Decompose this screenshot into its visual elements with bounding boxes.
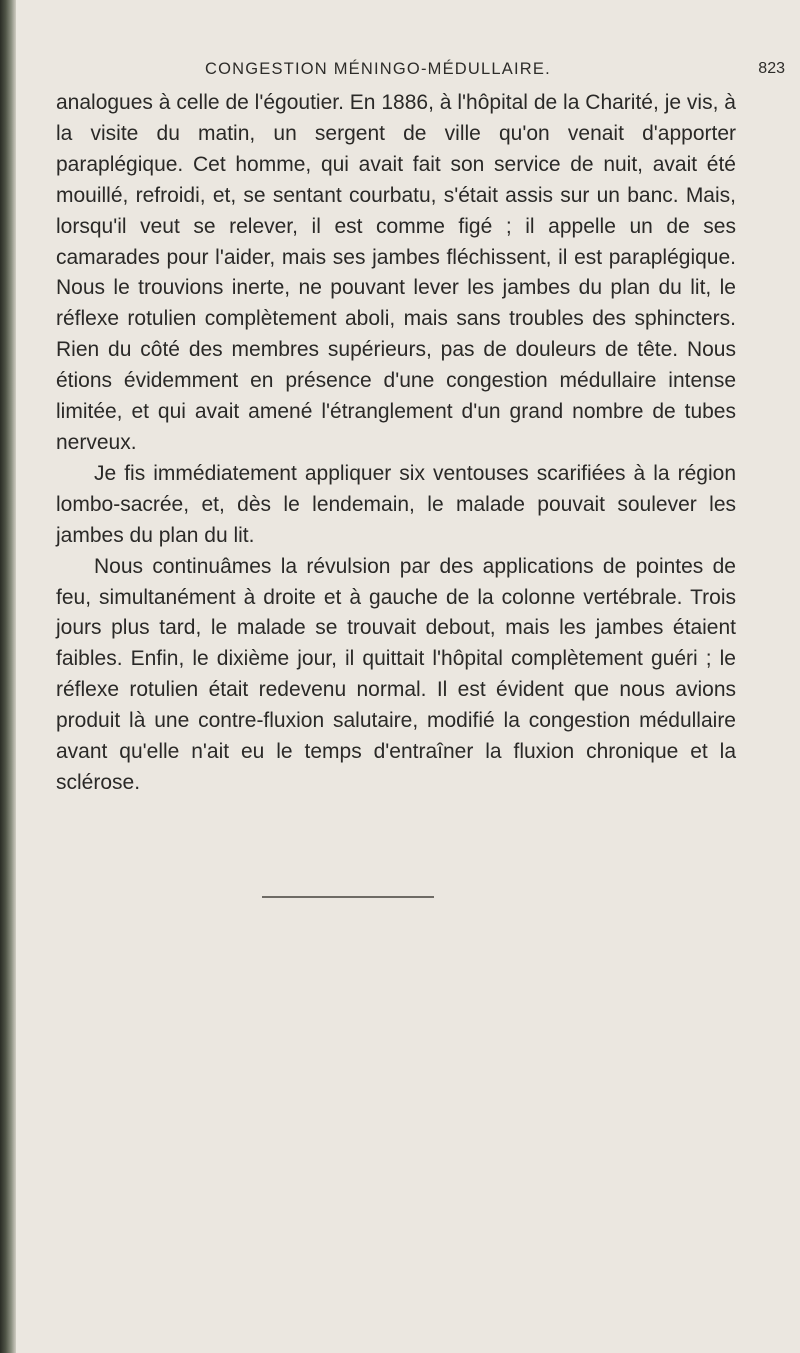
page-header <box>55 60 785 84</box>
running-title: CONGESTION MÉNINGO-MÉDULLAIRE. <box>205 60 551 78</box>
paragraph-revulsion: Nous continuâmes la révulsion par des applications de pointes de feu, simultanément à droite et à gauche de la colonne vertébrale. Trois jours plus tard, le malade se trouvait debout, mais les jambes étaient faibles. Enfin, le dixième jour, il quittait l'hôpital complètement guéri ; le réflexe rotulien était redevenu normal. Il est évident que nous avions produit là une contre-fluxion salutaire, modifié la congestion médullaire avant qu'elle n'ait eu le temps d'entraîner la fluxion chronique et la sclérose. <box>56 554 736 794</box>
paragraph-continued: analogues à celle de l'égoutier. En 1886, à l'hôpital de la Charité, je vis, à la visite du matin, un sergent de ville qu'on venait d'apporter paraplégique. Cet homme, qui avait fait son service de nuit, avait été mouillé, refroidi, et, se sentant courbatu, s'était assis sur un banc. Mais, lorsqu'il veut se relever, il est comme figé ; il appelle un de ses camarades pour l'aider, mais ses jambes fléchissent, il est paraplégique. Nous le trouvions inerte, ne pouvant lever les jambes du plan du lit, le réflexe rotulien complètement aboli, mais sans troubles des sphincters. Rien du côté des membres supérieurs, pas de douleurs de tête. Nous étions évidemment en présence d'une congestion médullaire intense limitée, et qui avait amené l'étranglement d'un grand nombre de tubes nerveux. <box>56 91 736 454</box>
page-number: 823 <box>758 60 785 77</box>
paragraph-ventouses: Je fis immédiatement appliquer six ventouses scarifiées à la région lombo-sacrée, et, dès le lendemain, le malade pouvait soulever les jambes du plan du lit. <box>56 461 736 547</box>
body-text <box>56 88 736 799</box>
binding-edge <box>0 0 16 1353</box>
section-divider <box>262 896 434 898</box>
